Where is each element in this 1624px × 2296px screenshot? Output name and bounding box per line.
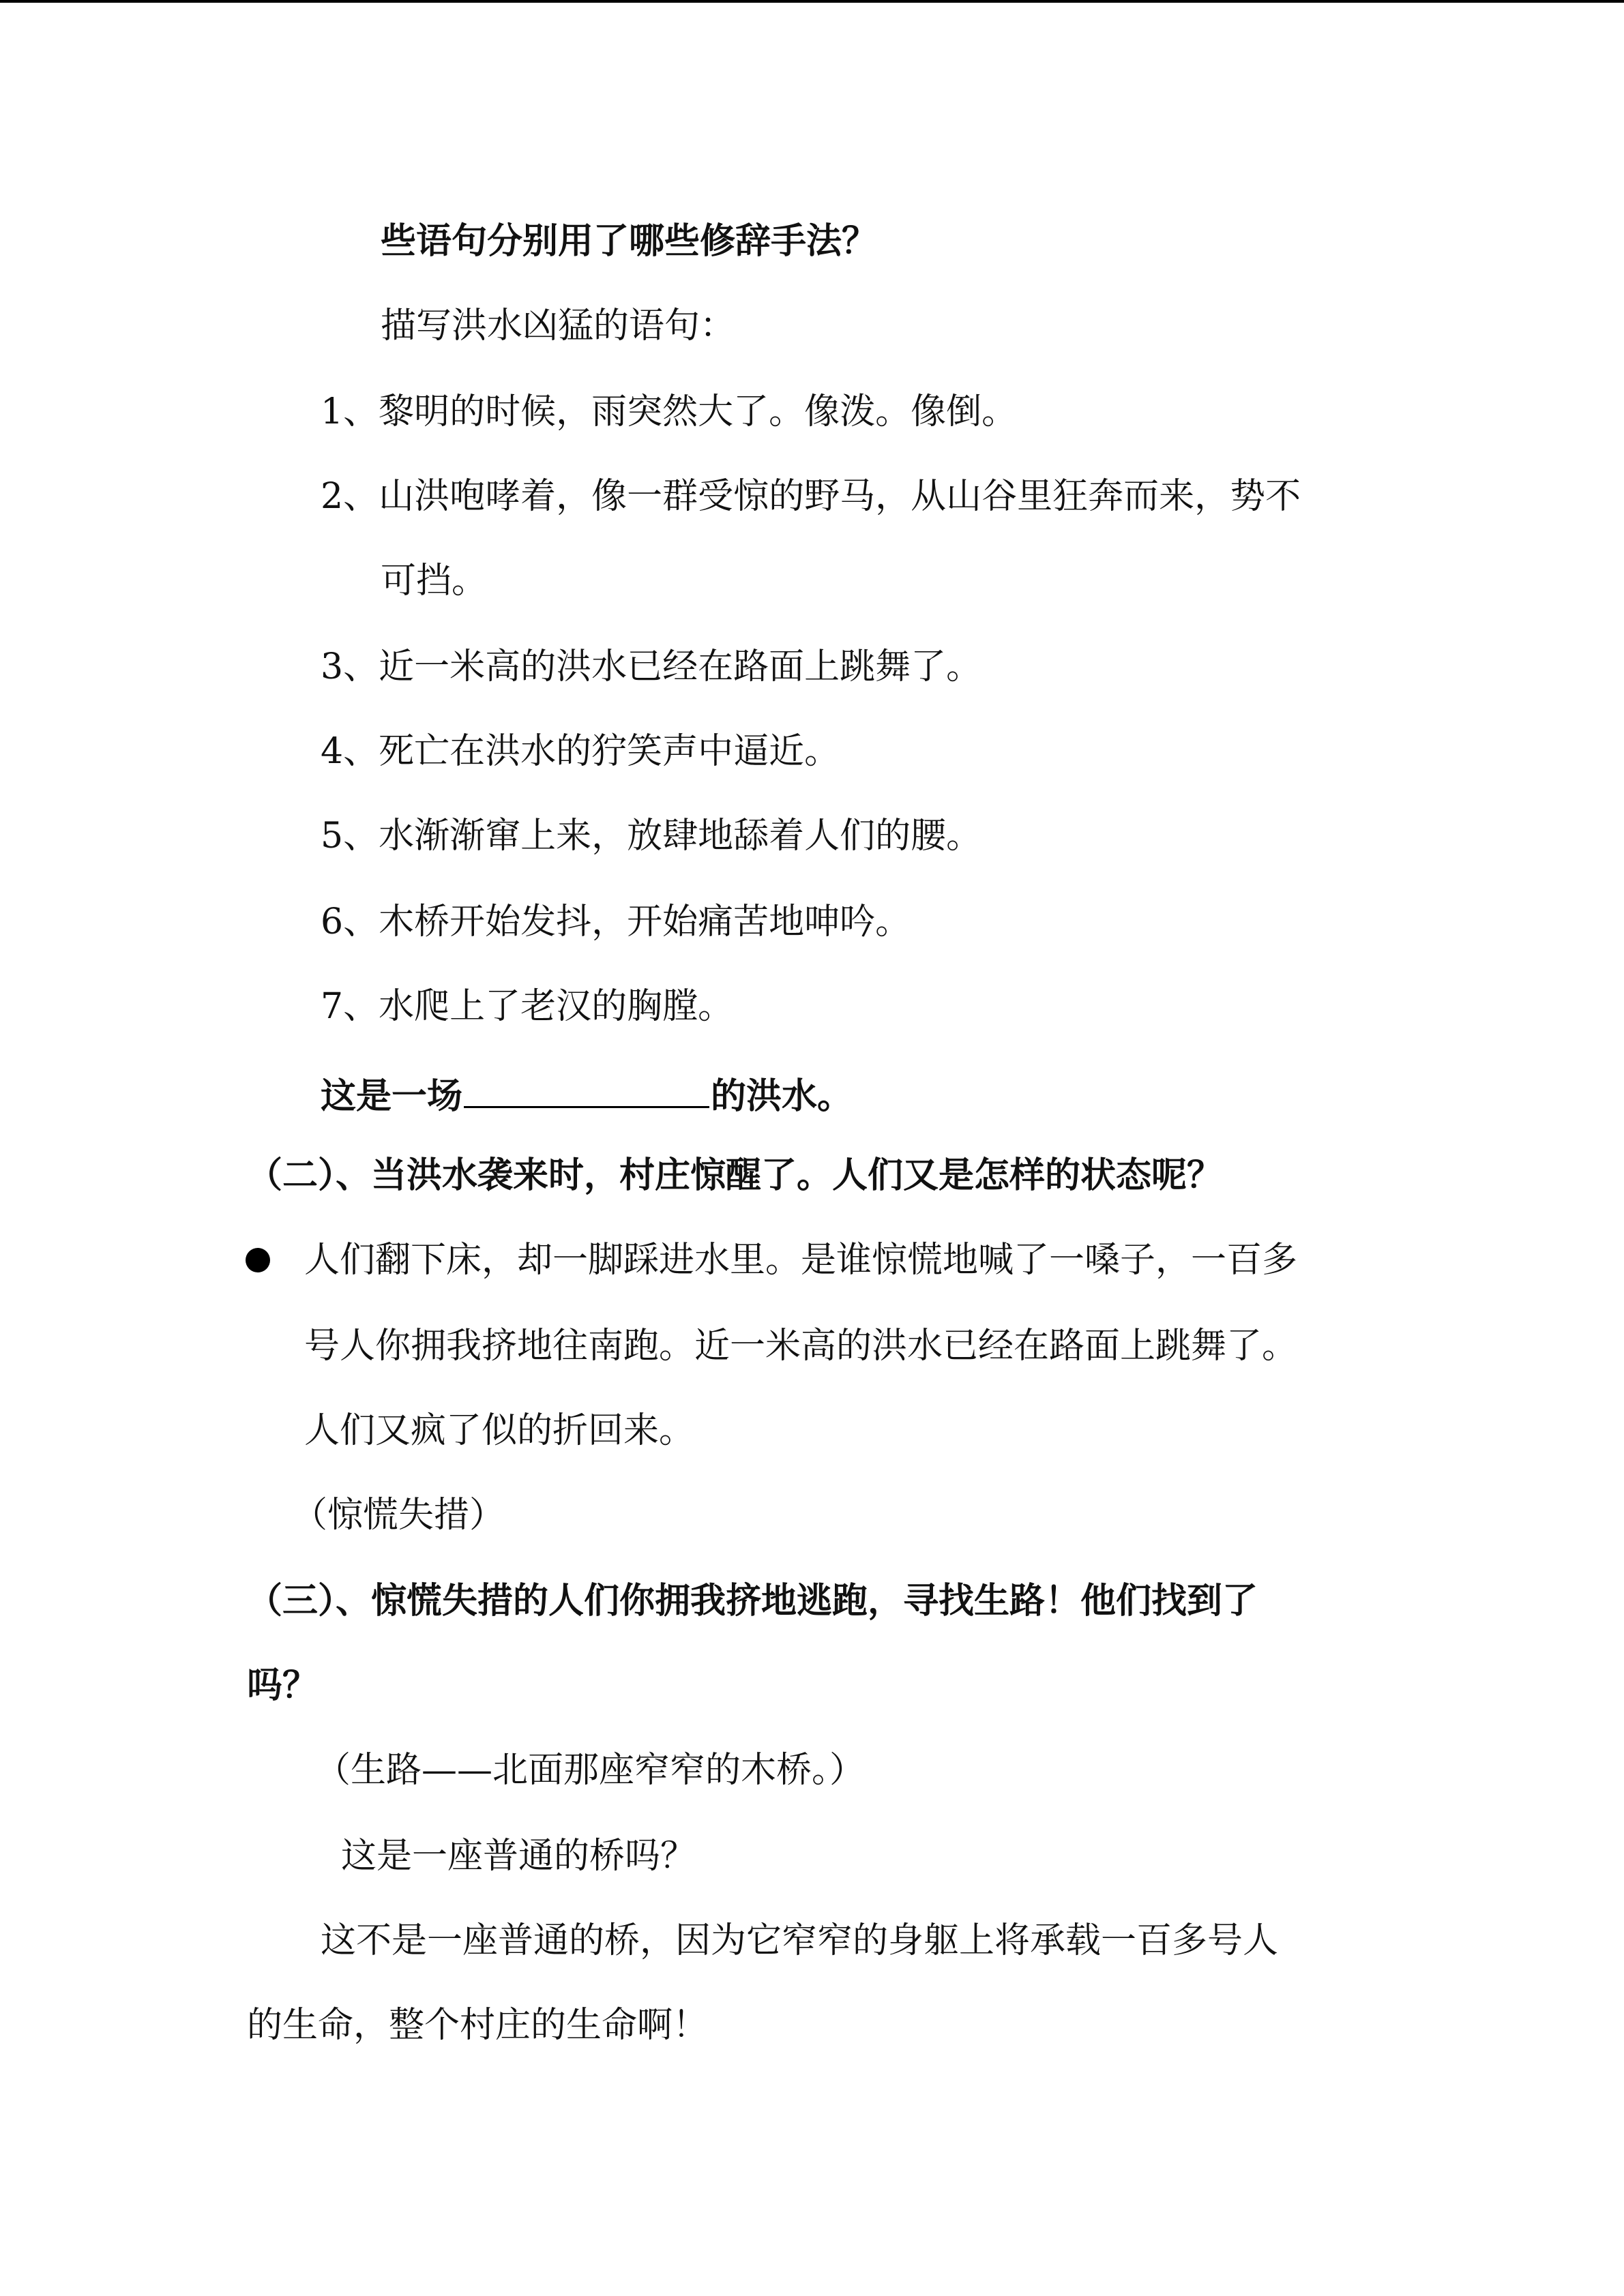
sentence-text: 近一米高的洪水已经在路面上跳舞了。 [379, 646, 982, 687]
fill-prefix: 这是一场 [321, 1075, 463, 1117]
sentence-number: 2、 [321, 476, 379, 517]
flood-heading: 描写洪水凶猛的语句： [381, 305, 736, 346]
sentence-number: 7、 [321, 986, 379, 1027]
sentence-text: 木桥开始发抖，开始痛苦地呻吟。 [379, 901, 911, 942]
bullet-line-3: 人们又疯了似的折回来。 [304, 1410, 695, 1451]
sentence-text: 水爬上了老汉的胸膛。 [379, 986, 734, 1027]
section-2-heading: （二）、当洪水袭来时，村庄惊醒了。人们又是怎样的状态呢？ [247, 1154, 1223, 1196]
bullet-line-1: 人们翻下床，却一脚踩进水里。是谁惊慌地喊了一嗓子，一百多 [304, 1240, 1298, 1281]
sentence-text: 死亡在洪水的狞笑声中逼近。 [379, 731, 840, 772]
sentence-text: 水渐渐窜上来，放肆地舔着人们的腰。 [379, 816, 982, 856]
bridge-question: 这是一座普通的桥吗？ [341, 1836, 696, 1877]
sentence-4 [321, 731, 840, 772]
answer-blank[interactable] [464, 1071, 709, 1108]
section-3-heading-line-1: （三）、惊慌失措的人们你拥我挤地逃跑，寻找生路！他们找到了 [247, 1580, 1258, 1622]
bullet-line-2: 号人你拥我挤地往南跑。近一米高的洪水已经在路面上跳舞了。 [304, 1326, 1298, 1367]
fill-suffix: 的洪水。 [711, 1075, 853, 1117]
sentence-5 [321, 816, 981, 856]
sentence-number: 6、 [321, 901, 379, 942]
sentence-6 [321, 901, 911, 942]
sentence-2-continuation: 可挡。 [381, 561, 488, 601]
fill-in-blank-sentence [321, 1071, 853, 1117]
sentence-number: 4、 [321, 731, 379, 772]
sentence-number: 3、 [321, 646, 379, 687]
sentence-text: 山洪咆哮着，像一群受惊的野马，从山谷里狂奔而来，势不 [379, 476, 1301, 517]
bullet-answer: （惊慌失措） [292, 1495, 505, 1536]
sentence-7 [321, 986, 733, 1027]
sentence-number: 1、 [321, 391, 379, 432]
sentence-2 [321, 476, 1301, 517]
top-border-rule [0, 0, 1624, 3]
conclusion-line-2: 的生命，整个村庄的生命啊！ [247, 2005, 709, 2046]
sentence-text: 黎明的时候，雨突然大了。像泼。像倒。 [379, 391, 1018, 432]
sentence-3 [321, 646, 981, 687]
sentence-1 [321, 391, 1017, 432]
section-3-answer: （生路——北面那座窄窄的木桥。） [315, 1750, 866, 1791]
question-intro: 些语句分别用了哪些修辞手法？ [381, 220, 878, 262]
section-3-heading-line-2: 吗？ [247, 1665, 319, 1706]
conclusion-line-1: 这不是一座普通的桥，因为它窄窄的身躯上将承载一百多号人 [321, 1920, 1279, 1961]
sentence-number: 5、 [321, 816, 379, 856]
bullet-icon [246, 1248, 270, 1272]
